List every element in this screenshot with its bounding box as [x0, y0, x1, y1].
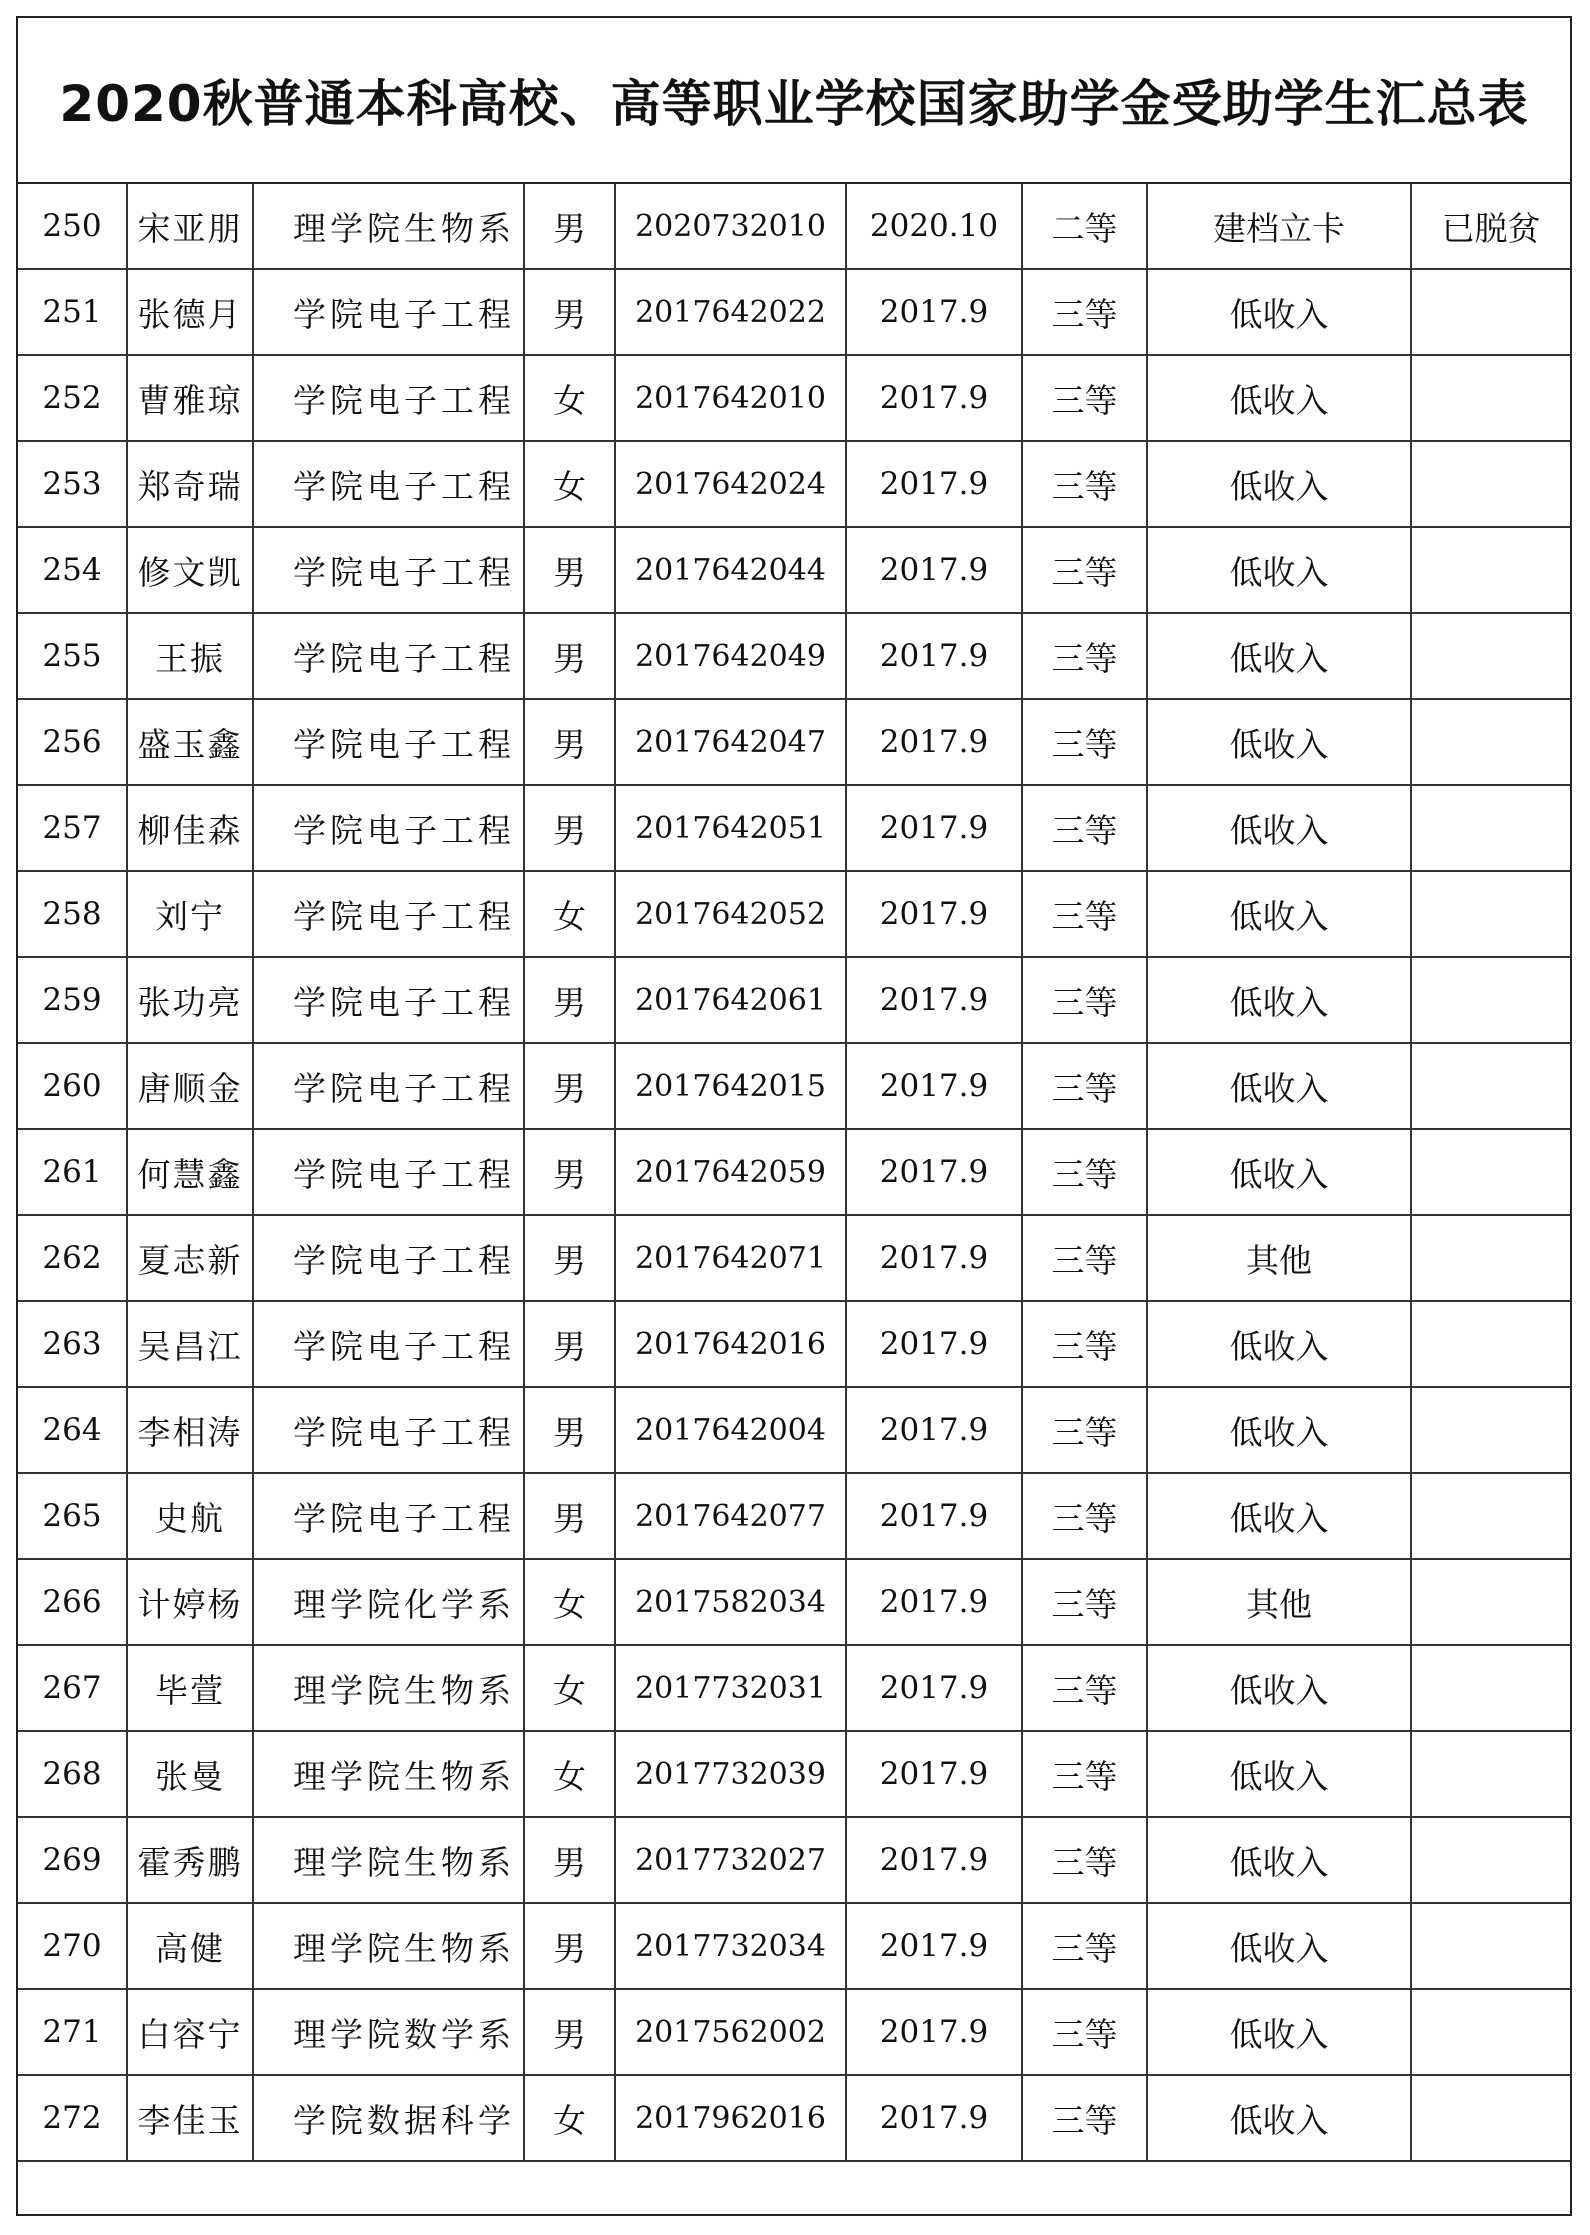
row-number-cell: 272 — [18, 2075, 127, 2161]
table-row — [18, 2075, 1570, 2161]
row-number-cell: 253 — [18, 441, 127, 527]
difficulty-category-cell: 低收入 — [1147, 871, 1411, 957]
aid-grade-cell: 三等 — [1022, 355, 1147, 441]
department-cell: 学院电子工程 — [253, 699, 524, 785]
gender-cell: 男 — [524, 613, 615, 699]
poverty-status-note-cell — [1411, 1989, 1570, 2075]
difficulty-category-cell: 低收入 — [1147, 269, 1411, 355]
title-row — [18, 18, 1570, 184]
student-id-cell: 2017642061 — [615, 957, 846, 1043]
aid-grade-cell: 三等 — [1022, 269, 1147, 355]
department-cell: 理学院数学系 — [253, 1989, 524, 2075]
student-id-cell: 2017732031 — [615, 1645, 846, 1731]
difficulty-category-cell: 低收入 — [1147, 1645, 1411, 1731]
aid-grade-cell: 三等 — [1022, 2075, 1147, 2161]
poverty-status-note-cell — [1411, 527, 1570, 613]
aid-grade-cell: 三等 — [1022, 1645, 1147, 1731]
row-number-cell: 262 — [18, 1215, 127, 1301]
enrollment-date-cell: 2017.9 — [846, 1903, 1022, 1989]
department-cell: 理学院生物系 — [253, 1645, 524, 1731]
gender-cell: 男 — [524, 699, 615, 785]
aid-grade-cell: 三等 — [1022, 699, 1147, 785]
enrollment-date-cell: 2017.9 — [846, 957, 1022, 1043]
student-id-cell: 2017732027 — [615, 1817, 846, 1903]
student-id-cell: 2017642044 — [615, 527, 846, 613]
enrollment-date-cell: 2017.9 — [846, 441, 1022, 527]
poverty-status-note-cell — [1411, 355, 1570, 441]
gender-cell: 男 — [524, 1903, 615, 1989]
aid-grade-cell: 三等 — [1022, 441, 1147, 527]
table-row — [18, 269, 1570, 355]
difficulty-category-cell: 低收入 — [1147, 957, 1411, 1043]
row-number-cell: 255 — [18, 613, 127, 699]
difficulty-category-cell: 低收入 — [1147, 1129, 1411, 1215]
table-row — [18, 1129, 1570, 1215]
difficulty-category-cell: 低收入 — [1147, 355, 1411, 441]
department-cell: 理学院生物系 — [253, 1903, 524, 1989]
gender-cell: 女 — [524, 441, 615, 527]
student-id-cell: 2017642047 — [615, 699, 846, 785]
student-name-cell: 史航 — [127, 1473, 253, 1559]
enrollment-date-cell: 2017.9 — [846, 1989, 1022, 2075]
student-id-cell: 2017642024 — [615, 441, 846, 527]
poverty-status-note-cell — [1411, 1473, 1570, 1559]
poverty-status-note-cell — [1411, 871, 1570, 957]
row-number-cell: 269 — [18, 1817, 127, 1903]
gender-cell: 女 — [524, 1645, 615, 1731]
enrollment-date-cell: 2017.9 — [846, 1817, 1022, 1903]
student-name-cell: 何慧鑫 — [127, 1129, 253, 1215]
department-cell: 学院电子工程 — [253, 957, 524, 1043]
difficulty-category-cell: 低收入 — [1147, 1301, 1411, 1387]
student-id-cell: 2017732039 — [615, 1731, 846, 1817]
row-number-cell: 261 — [18, 1129, 127, 1215]
row-number-cell: 256 — [18, 699, 127, 785]
table-row — [18, 1215, 1570, 1301]
poverty-status-note-cell: 已脱贫 — [1411, 184, 1570, 269]
student-name-cell: 李相涛 — [127, 1387, 253, 1473]
table-row — [18, 957, 1570, 1043]
aid-grade-cell: 三等 — [1022, 1817, 1147, 1903]
department-cell: 理学院化学系 — [253, 1559, 524, 1645]
difficulty-category-cell: 低收入 — [1147, 699, 1411, 785]
aid-grade-cell: 三等 — [1022, 1731, 1147, 1817]
row-number-cell: 254 — [18, 527, 127, 613]
row-number-cell: 268 — [18, 1731, 127, 1817]
enrollment-date-cell: 2017.9 — [846, 699, 1022, 785]
poverty-status-note-cell — [1411, 1215, 1570, 1301]
student-id-cell: 2017642015 — [615, 1043, 846, 1129]
aid-grade-cell: 三等 — [1022, 1559, 1147, 1645]
poverty-status-note-cell — [1411, 699, 1570, 785]
aid-grade-cell: 三等 — [1022, 1387, 1147, 1473]
aid-grade-cell: 三等 — [1022, 785, 1147, 871]
department-cell: 学院电子工程 — [253, 871, 524, 957]
table-row — [18, 1645, 1570, 1731]
aid-grade-cell: 三等 — [1022, 957, 1147, 1043]
difficulty-category-cell: 低收入 — [1147, 1387, 1411, 1473]
gender-cell: 女 — [524, 2075, 615, 2161]
enrollment-date-cell: 2017.9 — [846, 1559, 1022, 1645]
gender-cell: 女 — [524, 1559, 615, 1645]
department-cell: 学院电子工程 — [253, 1043, 524, 1129]
enrollment-date-cell: 2017.9 — [846, 1387, 1022, 1473]
student-id-cell: 2020732010 — [615, 184, 846, 269]
department-cell: 学院电子工程 — [253, 1387, 524, 1473]
student-name-cell: 刘宁 — [127, 871, 253, 957]
table-row — [18, 1559, 1570, 1645]
department-cell: 学院数据科学 — [253, 2075, 524, 2161]
gender-cell: 女 — [524, 355, 615, 441]
gender-cell: 女 — [524, 871, 615, 957]
student-name-cell: 宋亚朋 — [127, 184, 253, 269]
table-row — [18, 527, 1570, 613]
student-id-cell: 2017642049 — [615, 613, 846, 699]
poverty-status-note-cell — [1411, 441, 1570, 527]
department-cell: 学院电子工程 — [253, 269, 524, 355]
student-name-cell: 毕萱 — [127, 1645, 253, 1731]
gender-cell: 男 — [524, 1215, 615, 1301]
difficulty-category-cell: 建档立卡 — [1147, 184, 1411, 269]
table-row — [18, 1731, 1570, 1817]
aid-grade-cell: 三等 — [1022, 1301, 1147, 1387]
difficulty-category-cell: 低收入 — [1147, 441, 1411, 527]
enrollment-date-cell: 2017.9 — [846, 785, 1022, 871]
recipients-table — [18, 184, 1570, 2162]
aid-grade-cell: 三等 — [1022, 871, 1147, 957]
aid-grade-cell: 二等 — [1022, 184, 1147, 269]
enrollment-date-cell: 2017.9 — [846, 1301, 1022, 1387]
gender-cell: 男 — [524, 269, 615, 355]
enrollment-date-cell: 2017.9 — [846, 1473, 1022, 1559]
student-name-cell: 张德月 — [127, 269, 253, 355]
department-cell: 学院电子工程 — [253, 1301, 524, 1387]
enrollment-date-cell: 2017.9 — [846, 613, 1022, 699]
table-row — [18, 785, 1570, 871]
department-cell: 学院电子工程 — [253, 613, 524, 699]
enrollment-date-cell: 2017.9 — [846, 1129, 1022, 1215]
student-name-cell: 柳佳森 — [127, 785, 253, 871]
difficulty-category-cell: 低收入 — [1147, 1473, 1411, 1559]
department-cell: 学院电子工程 — [253, 355, 524, 441]
student-id-cell: 2017732034 — [615, 1903, 846, 1989]
table-row — [18, 613, 1570, 699]
aid-grade-cell: 三等 — [1022, 1473, 1147, 1559]
enrollment-date-cell: 2020.10 — [846, 184, 1022, 269]
student-name-cell: 唐顺金 — [127, 1043, 253, 1129]
enrollment-date-cell: 2017.9 — [846, 355, 1022, 441]
student-name-cell: 高健 — [127, 1903, 253, 1989]
page-title: 2020秋普通本科高校、高等职业学校国家助学金受助学生汇总表 — [59, 75, 1529, 133]
table-row — [18, 355, 1570, 441]
student-name-cell: 白容宁 — [127, 1989, 253, 2075]
poverty-status-note-cell — [1411, 1731, 1570, 1817]
aid-grade-cell: 三等 — [1022, 1129, 1147, 1215]
table-row — [18, 1473, 1570, 1559]
row-number-cell: 257 — [18, 785, 127, 871]
table-row — [18, 184, 1570, 269]
row-number-cell: 263 — [18, 1301, 127, 1387]
gender-cell: 男 — [524, 785, 615, 871]
difficulty-category-cell: 低收入 — [1147, 1989, 1411, 2075]
student-name-cell: 王振 — [127, 613, 253, 699]
student-id-cell: 2017642004 — [615, 1387, 846, 1473]
enrollment-date-cell: 2017.9 — [846, 527, 1022, 613]
row-number-cell: 250 — [18, 184, 127, 269]
department-cell: 理学院生物系 — [253, 1817, 524, 1903]
row-number-cell: 266 — [18, 1559, 127, 1645]
gender-cell: 男 — [524, 957, 615, 1043]
department-cell: 理学院生物系 — [253, 184, 524, 269]
table-row — [18, 441, 1570, 527]
poverty-status-note-cell — [1411, 2075, 1570, 2161]
student-name-cell: 吴昌江 — [127, 1301, 253, 1387]
poverty-status-note-cell — [1411, 1301, 1570, 1387]
department-cell: 学院电子工程 — [253, 527, 524, 613]
table-row — [18, 1043, 1570, 1129]
student-name-cell: 计婷杨 — [127, 1559, 253, 1645]
difficulty-category-cell: 低收入 — [1147, 2075, 1411, 2161]
poverty-status-note-cell — [1411, 269, 1570, 355]
table-row — [18, 1301, 1570, 1387]
aid-grade-cell: 三等 — [1022, 1215, 1147, 1301]
department-cell: 学院电子工程 — [253, 441, 524, 527]
difficulty-category-cell: 低收入 — [1147, 1817, 1411, 1903]
student-name-cell: 曹雅琼 — [127, 355, 253, 441]
aid-grade-cell: 三等 — [1022, 1903, 1147, 1989]
row-number-cell: 267 — [18, 1645, 127, 1731]
department-cell: 学院电子工程 — [253, 1473, 524, 1559]
table-row — [18, 1903, 1570, 1989]
student-name-cell: 李佳玉 — [127, 2075, 253, 2161]
student-id-cell: 2017642022 — [615, 269, 846, 355]
poverty-status-note-cell — [1411, 957, 1570, 1043]
department-cell: 学院电子工程 — [253, 785, 524, 871]
student-id-cell: 2017642051 — [615, 785, 846, 871]
student-id-cell: 2017642059 — [615, 1129, 846, 1215]
student-id-cell: 2017962016 — [615, 2075, 846, 2161]
table-row — [18, 1817, 1570, 1903]
enrollment-date-cell: 2017.9 — [846, 1731, 1022, 1817]
summary-sheet — [16, 16, 1572, 2216]
poverty-status-note-cell — [1411, 1645, 1570, 1731]
difficulty-category-cell: 低收入 — [1147, 1903, 1411, 1989]
difficulty-category-cell: 其他 — [1147, 1559, 1411, 1645]
student-name-cell: 霍秀鹏 — [127, 1817, 253, 1903]
row-number-cell: 252 — [18, 355, 127, 441]
gender-cell: 男 — [524, 184, 615, 269]
table-row — [18, 1989, 1570, 2075]
gender-cell: 男 — [524, 1473, 615, 1559]
enrollment-date-cell: 2017.9 — [846, 871, 1022, 957]
enrollment-date-cell: 2017.9 — [846, 269, 1022, 355]
difficulty-category-cell: 其他 — [1147, 1215, 1411, 1301]
table-row — [18, 1387, 1570, 1473]
table-body — [18, 184, 1570, 2161]
enrollment-date-cell: 2017.9 — [846, 2075, 1022, 2161]
difficulty-category-cell: 低收入 — [1147, 1731, 1411, 1817]
student-id-cell: 2017642071 — [615, 1215, 846, 1301]
student-name-cell: 修文凯 — [127, 527, 253, 613]
student-name-cell: 张功亮 — [127, 957, 253, 1043]
department-cell: 学院电子工程 — [253, 1129, 524, 1215]
aid-grade-cell: 三等 — [1022, 613, 1147, 699]
table-row — [18, 871, 1570, 957]
student-name-cell: 夏志新 — [127, 1215, 253, 1301]
poverty-status-note-cell — [1411, 1559, 1570, 1645]
student-name-cell: 张曼 — [127, 1731, 253, 1817]
student-id-cell: 2017642052 — [615, 871, 846, 957]
difficulty-category-cell: 低收入 — [1147, 527, 1411, 613]
department-cell: 理学院生物系 — [253, 1731, 524, 1817]
gender-cell: 男 — [524, 527, 615, 613]
row-number-cell: 271 — [18, 1989, 127, 2075]
enrollment-date-cell: 2017.9 — [846, 1215, 1022, 1301]
enrollment-date-cell: 2017.9 — [846, 1043, 1022, 1129]
student-name-cell: 郑奇瑞 — [127, 441, 253, 527]
gender-cell: 男 — [524, 1387, 615, 1473]
student-id-cell: 2017642016 — [615, 1301, 846, 1387]
poverty-status-note-cell — [1411, 1129, 1570, 1215]
aid-grade-cell: 三等 — [1022, 1989, 1147, 2075]
difficulty-category-cell: 低收入 — [1147, 785, 1411, 871]
row-number-cell: 260 — [18, 1043, 127, 1129]
gender-cell: 男 — [524, 1301, 615, 1387]
poverty-status-note-cell — [1411, 1043, 1570, 1129]
row-number-cell: 264 — [18, 1387, 127, 1473]
aid-grade-cell: 三等 — [1022, 527, 1147, 613]
student-id-cell: 2017642077 — [615, 1473, 846, 1559]
enrollment-date-cell: 2017.9 — [846, 1645, 1022, 1731]
gender-cell: 男 — [524, 1989, 615, 2075]
row-number-cell: 259 — [18, 957, 127, 1043]
poverty-status-note-cell — [1411, 613, 1570, 699]
poverty-status-note-cell — [1411, 1387, 1570, 1473]
row-number-cell: 251 — [18, 269, 127, 355]
student-id-cell: 2017562002 — [615, 1989, 846, 2075]
row-number-cell: 265 — [18, 1473, 127, 1559]
gender-cell: 男 — [524, 1043, 615, 1129]
gender-cell: 男 — [524, 1129, 615, 1215]
student-name-cell: 盛玉鑫 — [127, 699, 253, 785]
student-id-cell: 2017582034 — [615, 1559, 846, 1645]
poverty-status-note-cell — [1411, 1903, 1570, 1989]
gender-cell: 男 — [524, 1817, 615, 1903]
poverty-status-note-cell — [1411, 785, 1570, 871]
table-row — [18, 699, 1570, 785]
row-number-cell: 258 — [18, 871, 127, 957]
aid-grade-cell: 三等 — [1022, 1043, 1147, 1129]
student-id-cell: 2017642010 — [615, 355, 846, 441]
poverty-status-note-cell — [1411, 1817, 1570, 1903]
difficulty-category-cell: 低收入 — [1147, 613, 1411, 699]
gender-cell: 女 — [524, 1731, 615, 1817]
row-number-cell: 270 — [18, 1903, 127, 1989]
department-cell: 学院电子工程 — [253, 1215, 524, 1301]
difficulty-category-cell: 低收入 — [1147, 1043, 1411, 1129]
